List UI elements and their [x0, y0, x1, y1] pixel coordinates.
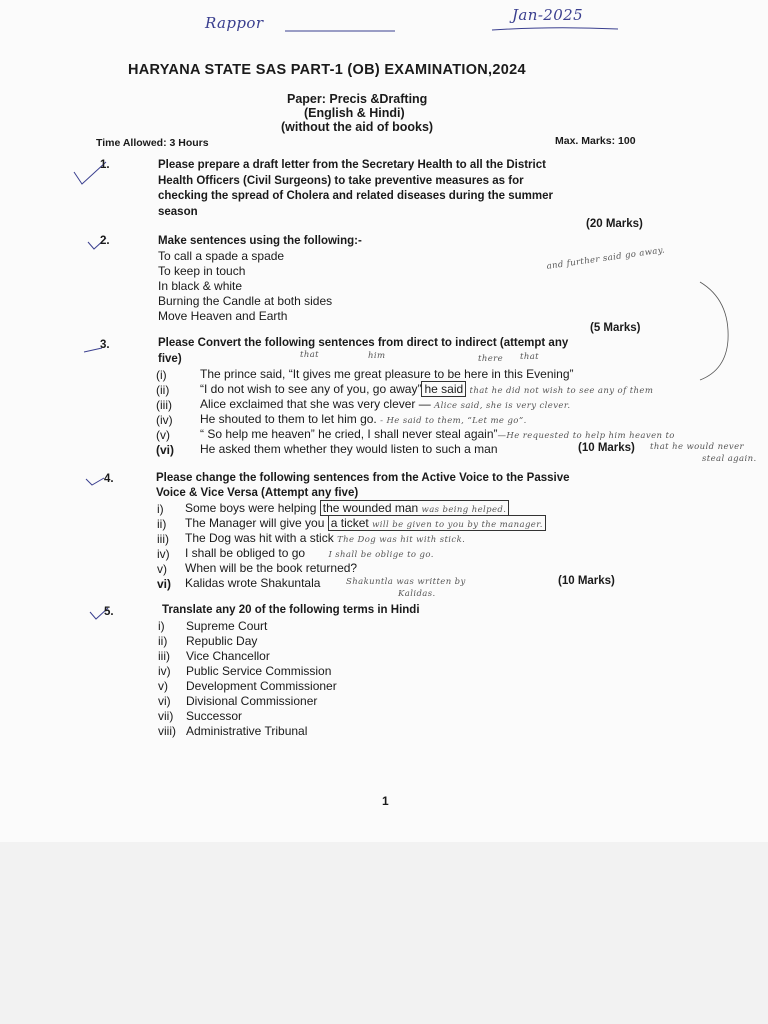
q3-item-main: He shouted to them to let him go.: [200, 412, 377, 426]
boxed-word: he said: [421, 381, 466, 397]
question-1-marks: (20 Marks): [586, 218, 643, 230]
exam-title: HARYANA STATE SAS PART-1 (OB) EXAMINATION,2024: [128, 62, 526, 78]
item-num: ii): [158, 634, 168, 648]
item-text: Public Service Commission: [186, 664, 332, 678]
list-item: [158, 724, 337, 739]
handwritten-answer: will be given to you by the manager.: [372, 520, 543, 530]
item-num: viii): [158, 724, 176, 738]
q4-item-text: Kalidas wrote Shakuntala: [185, 576, 321, 590]
list-item: [158, 679, 337, 694]
q4-item-num: ii): [157, 517, 167, 531]
paper-aid-note: (without the aid of books): [281, 120, 434, 134]
question-line: checking the spread of Cholera and related diseases during the summer: [158, 190, 553, 202]
list-item: [158, 619, 337, 634]
handwritten-roll-label: Rappor: [205, 14, 264, 32]
handwritten-underline-date: [492, 26, 618, 34]
q4-item-main: I shall be obliged to go: [185, 546, 306, 560]
item-text: Successor: [186, 709, 243, 723]
q3-item-main: “ So help me heaven” he cried, I shall never steal again”: [200, 427, 498, 441]
paper-languages: (English & Hindi): [304, 106, 405, 120]
handwritten-date: Jan-2025: [512, 6, 584, 24]
handwritten-above: there: [478, 354, 504, 364]
question-number: 5.: [104, 606, 114, 618]
q4-item-main: The Dog was hit with a stick: [185, 531, 334, 545]
q4-item-main: The Manager will give you: [185, 516, 325, 530]
question-2-marks: (5 Marks): [590, 322, 641, 334]
q4-item-num: vi): [157, 577, 172, 591]
list-item: [158, 634, 337, 649]
q3-item-text: The prince said, “It gives me great pleasure to be here in this Evening”: [200, 367, 574, 381]
question-line: Please prepare a draft letter from the Secretary Health to all the District: [158, 159, 546, 171]
q4-item-text: When will be the book returned?: [185, 561, 358, 575]
item-num: vii): [158, 709, 174, 723]
handwritten-answer: that he would never: [650, 442, 745, 452]
handwritten-above: that: [300, 350, 319, 360]
item-text: Vice Chancellor: [186, 649, 270, 663]
boxed-answer: [328, 515, 546, 531]
q3-item-num: (v): [156, 428, 170, 442]
handwritten-answer: Shakuntla was written by: [346, 577, 466, 587]
time-allowed: Time Allowed: 3 Hours: [96, 137, 209, 149]
question-line: season: [158, 205, 198, 218]
item-num: iii): [158, 649, 170, 663]
item-num: vi): [158, 694, 171, 708]
handwritten-answer: —He requested to help him heaven to: [497, 431, 675, 441]
question-3-marks: (10 Marks): [578, 442, 635, 454]
q4-item-num: v): [157, 562, 167, 576]
handwritten-underline-left: [285, 28, 395, 36]
item-text: Divisional Commissioner: [186, 694, 318, 708]
list-item: In black & white: [158, 279, 243, 293]
question-number: 1.: [100, 159, 110, 171]
list-item: Move Heaven and Earth: [158, 309, 288, 323]
q3-item-num: (ii): [156, 383, 170, 397]
q5-list: [158, 619, 337, 739]
question-4-heading-2: Voice & Vice Versa (Attempt any five): [156, 487, 359, 499]
boxed-answer: [320, 500, 510, 516]
list-item: To keep in touch: [158, 264, 246, 278]
question-1-text: [158, 158, 553, 220]
q3-item-num: (i): [156, 368, 167, 382]
question-number: 3.: [100, 339, 110, 351]
q4-item-num: iv): [157, 547, 170, 561]
question-5-heading: Translate any 20 of the following terms in Hindi: [162, 604, 420, 616]
page-number: 1: [382, 794, 389, 808]
list-item: Burning the Candle at both sides: [158, 294, 333, 308]
item-text: Administrative Tribunal: [186, 724, 308, 738]
item-text: Supreme Court: [186, 619, 268, 633]
paper-name: Paper: Precis &Drafting: [287, 92, 428, 106]
question-4-marks: (10 Marks): [558, 575, 615, 587]
handwritten-note: and further said go away.: [546, 245, 666, 272]
question-3-heading: Please Convert the following sentences from direct to indirect (attempt any: [158, 337, 569, 349]
handwritten-above: that: [520, 352, 539, 362]
question-number: 4.: [104, 473, 114, 485]
list-item: To call a spade a spade: [158, 249, 285, 263]
question-3-heading-2: five): [158, 353, 182, 365]
handwritten-above: him: [368, 351, 386, 361]
list-item: [158, 664, 337, 679]
boxed-phrase: the wounded man: [322, 501, 419, 515]
question-2-items: [158, 249, 332, 324]
handwritten-answer: - He said to them, “Let me go”.: [380, 416, 527, 426]
handwritten-bracket: [690, 280, 740, 390]
item-text: Republic Day: [186, 634, 258, 648]
item-num: i): [158, 619, 165, 633]
q3-item-num: (vi): [156, 443, 174, 457]
list-item: [158, 694, 337, 709]
handwritten-answer: The Dog was hit with stick.: [337, 535, 466, 545]
item-num: iv): [158, 664, 171, 678]
question-2-heading: Make sentences using the following:-: [158, 235, 362, 247]
q3-item-num: (iii): [156, 398, 172, 412]
max-marks: Max. Marks: 100: [555, 135, 636, 147]
question-4-heading: Please change the following sentences from the Active Voice to the Passive: [156, 472, 570, 484]
q4-item-main: Some boys were helping: [185, 501, 317, 515]
handwritten-answer: Kalidas.: [398, 589, 436, 599]
q3-item-main: Alice exclaimed that she was very clever —: [200, 397, 431, 411]
list-item: [158, 709, 337, 724]
q4-item-num: iii): [157, 532, 169, 546]
q3-item-text: He asked them whether they would listen to such a man: [200, 442, 498, 456]
question-number: 2.: [100, 235, 110, 247]
boxed-phrase: a ticket: [330, 516, 369, 530]
question-line: Health Officers (Civil Surgeons) to take preventive measures as for: [158, 174, 524, 187]
item-num: v): [158, 679, 168, 693]
list-item: [158, 649, 337, 664]
q4-item-num: i): [157, 502, 164, 516]
handwritten-answer: that he did not wish to see any of them: [469, 386, 654, 396]
handwritten-answer: I shall be oblige to go.: [328, 550, 434, 560]
handwritten-answer: Alice said, she is very clever.: [434, 401, 571, 411]
q3-item-num: (iv): [156, 413, 173, 427]
q3-item-main: “I do not wish to see any of you, go away”: [200, 382, 422, 396]
item-text: Development Commissioner: [186, 679, 337, 693]
handwritten-answer: was being helped.: [421, 505, 507, 515]
handwritten-answer: steal again.: [702, 454, 757, 464]
